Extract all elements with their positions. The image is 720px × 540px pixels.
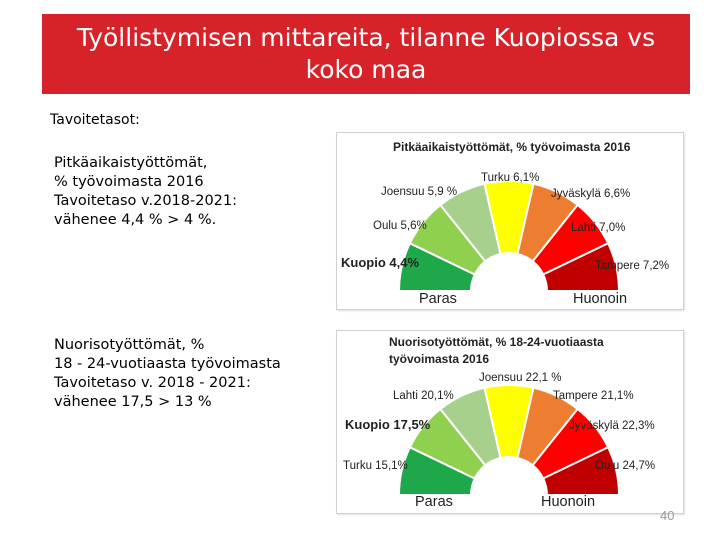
target-text-long-term bbox=[54, 154, 324, 230]
gauge-label-oulu: Oulu 24,7% bbox=[595, 460, 656, 472]
gauge-label-jyvaskyla: Jyväskylä 22,3% bbox=[569, 420, 655, 432]
gauge-title: työvoimasta 2016 bbox=[389, 352, 490, 366]
gauge-title: Nuorisotyöttömät, % 18-24-vuotiaasta bbox=[389, 335, 604, 349]
gauge-svg bbox=[337, 331, 683, 513]
section-label: Tavoitetasot: bbox=[50, 112, 140, 128]
gauge-label-jyvaskyla: Jyväskylä 6,6% bbox=[551, 188, 631, 200]
page-number: 40 bbox=[660, 508, 675, 523]
gauge-label-oulu: Oulu 5,6% bbox=[373, 220, 427, 232]
text-line: 18 - 24-vuotiaasta työvoimasta bbox=[54, 356, 281, 372]
text-line: vähenee 4,4 % > 4 %. bbox=[54, 212, 217, 228]
gauge-svg bbox=[337, 133, 683, 309]
gauge-youth-unemployed bbox=[336, 330, 684, 514]
gauge-label-kuopio: Kuopio 4,4% bbox=[341, 255, 420, 270]
gauge-end-best: Paras bbox=[419, 291, 457, 307]
target-text-youth bbox=[54, 336, 324, 412]
text-line: Tavoitetaso v.2018-2021: bbox=[54, 193, 238, 209]
gauge-label-lahti: Lahti 20,1% bbox=[393, 390, 454, 402]
title-bar bbox=[42, 14, 690, 94]
gauge-label-joensuu: Joensuu 5,9 % bbox=[381, 186, 458, 198]
text-line: Pitkäaikaistyöttömät, bbox=[54, 155, 208, 171]
text-line: Nuorisotyöttömät, % bbox=[54, 337, 205, 353]
text-line: % työvoimasta 2016 bbox=[54, 174, 204, 190]
gauge-label-lahti: Lahti 7,0% bbox=[571, 222, 626, 234]
gauge-end-best: Paras bbox=[415, 494, 453, 510]
gauge-label-joensuu: Joensuu 22,1 % bbox=[479, 372, 562, 384]
gauge-label-turku: Turku 15,1% bbox=[343, 460, 408, 472]
gauge-label-kuopio: Kuopio 17,5% bbox=[345, 417, 431, 432]
gauge-long-term-unemployed bbox=[336, 132, 684, 310]
gauge-end-worst: Huonoin bbox=[573, 291, 628, 307]
slide-title: Työllistymisen mittareita, tilanne Kuopiossa vs koko maa bbox=[76, 23, 656, 84]
gauge-label-tampere: Tampere 21,1% bbox=[553, 390, 634, 402]
gauge-end-worst: Huonoin bbox=[541, 494, 596, 510]
text-line: vähenee 17,5 > 13 % bbox=[54, 394, 212, 410]
text-line: Tavoitetaso v. 2018 - 2021: bbox=[54, 375, 251, 391]
gauge-title: Pitkäaikaistyöttömät, % työvoimasta 2016 bbox=[393, 140, 631, 154]
gauge-label-turku: Turku 6,1% bbox=[481, 172, 540, 184]
gauge-label-tampere: Tampere 7,2% bbox=[595, 260, 670, 272]
